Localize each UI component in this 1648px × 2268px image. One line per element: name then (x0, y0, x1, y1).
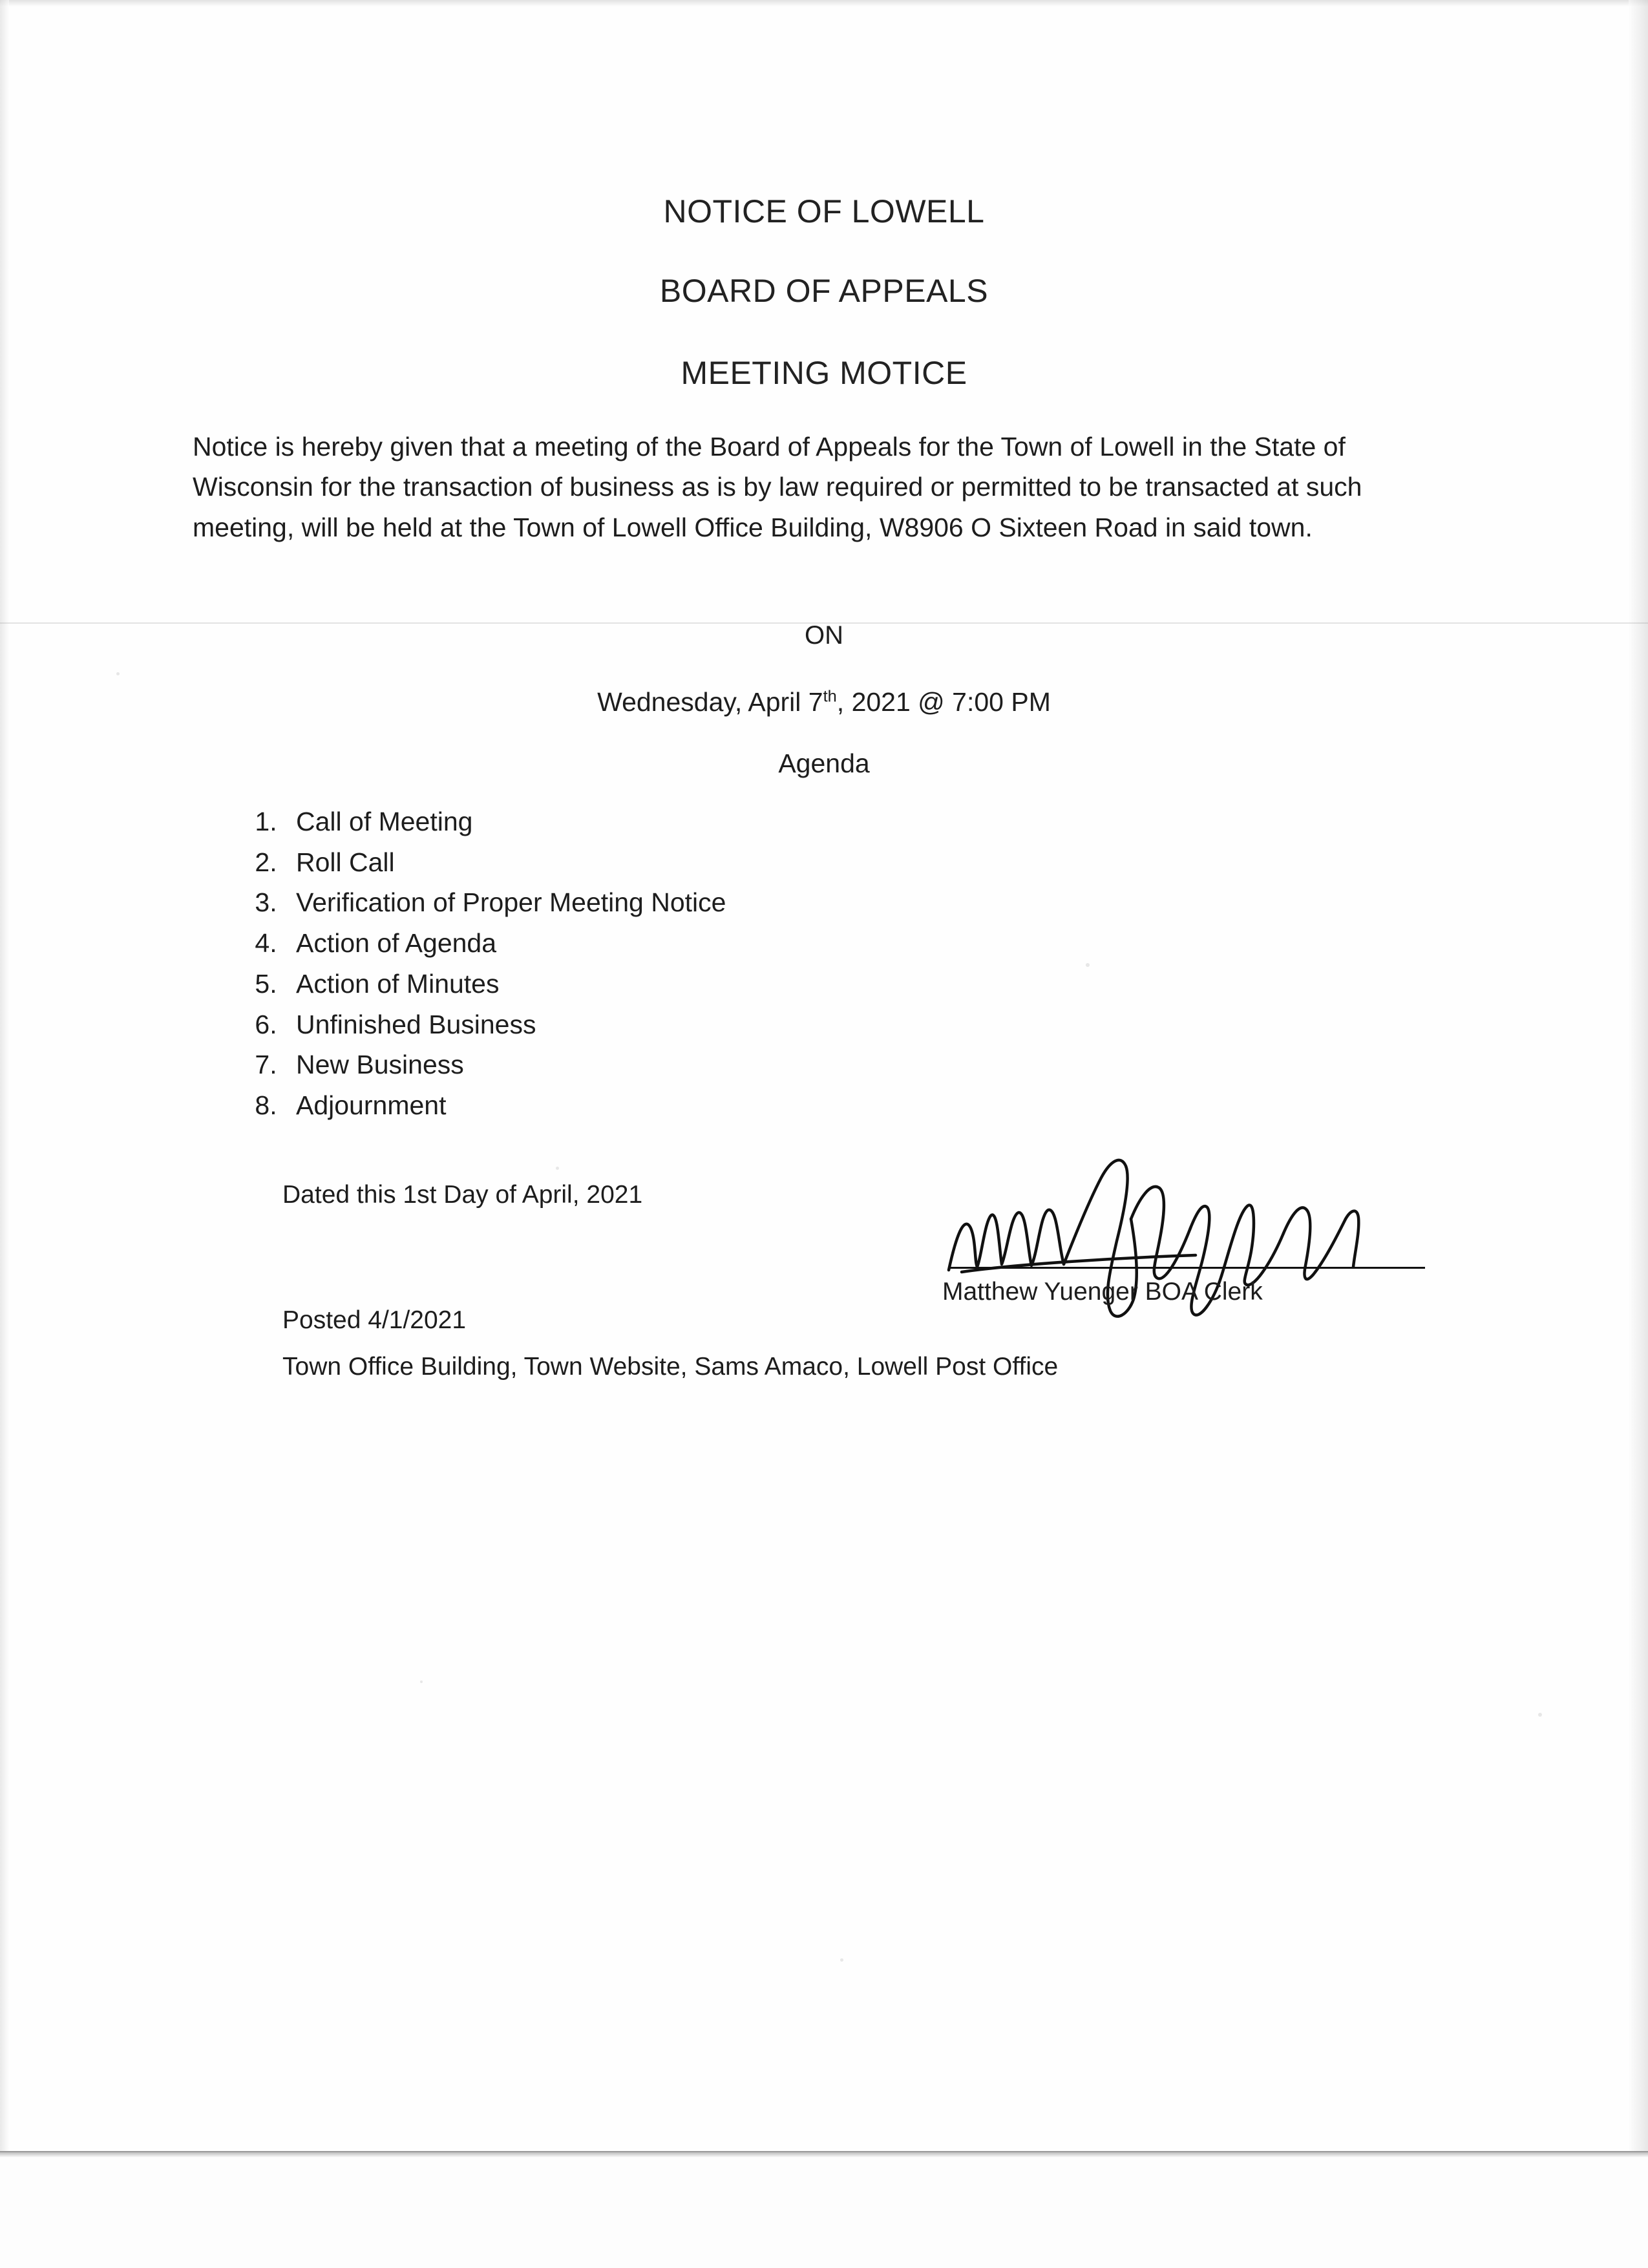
agenda-item: 7. New Business (284, 1044, 726, 1085)
scan-speck (556, 1167, 559, 1170)
agenda-item: 3. Verification of Proper Meeting Notice (284, 882, 726, 923)
scan-right-edge (1629, 0, 1648, 2267)
posted-locations: Town Office Building, Town Website, Sams Amaco, Lowell Post Office (282, 1353, 1059, 1381)
meeting-date-prefix: Wednesday, April 7 (597, 687, 823, 717)
agenda-heading: Agenda (778, 748, 870, 778)
signature-name: Matthew Yuenger BOA Clerk (942, 1278, 1263, 1306)
agenda-list (234, 801, 726, 1126)
scan-top-edge (0, 0, 1648, 6)
scan-speck (840, 1958, 843, 1962)
agenda-item: 5. Action of Minutes (284, 964, 726, 1004)
scan-speck (116, 672, 120, 675)
on-label: ON (805, 621, 843, 650)
scan-left-edge (0, 0, 9, 2267)
agenda-item: 8. Adjournment (284, 1085, 726, 1126)
signature-rule (950, 1267, 1425, 1269)
agenda-item: 1. Call of Meeting (284, 801, 726, 842)
scan-speck (1086, 963, 1090, 967)
agenda-item: 2. Roll Call (284, 842, 726, 883)
notice-paragraph: Notice is hereby given that a meeting of the Board of Appeals for the Town of Lowell in the State of Wisconsin for the transaction of business as is by law required or permitted to be transacted at such meeting, will be held at the Town of Lowell Office Building, W8906 O Sixteen Road in said town. (193, 432, 1362, 542)
scan-speck (420, 1680, 423, 1683)
meeting-date-ordinal: th (823, 687, 837, 706)
document-title-line-1: NOTICE OF LOWELL (663, 193, 985, 229)
agenda-item: 6. Unfinished Business (284, 1004, 726, 1045)
meeting-datetime (0, 687, 1648, 717)
meeting-date-suffix: , 2021 @ 7:00 PM (836, 687, 1051, 717)
document-title-line-3: MEETING MOTICE (681, 355, 967, 391)
agenda-item: 4. Action of Agenda (284, 923, 726, 964)
scan-speck (1538, 1713, 1542, 1717)
scan-bottom-band (0, 2151, 1648, 2268)
document-title-line-2: BOARD OF APPEALS (659, 273, 989, 309)
posted-date: Posted 4/1/2021 (282, 1306, 467, 1334)
dated-line: Dated this 1st Day of April, 2021 (282, 1181, 643, 1209)
